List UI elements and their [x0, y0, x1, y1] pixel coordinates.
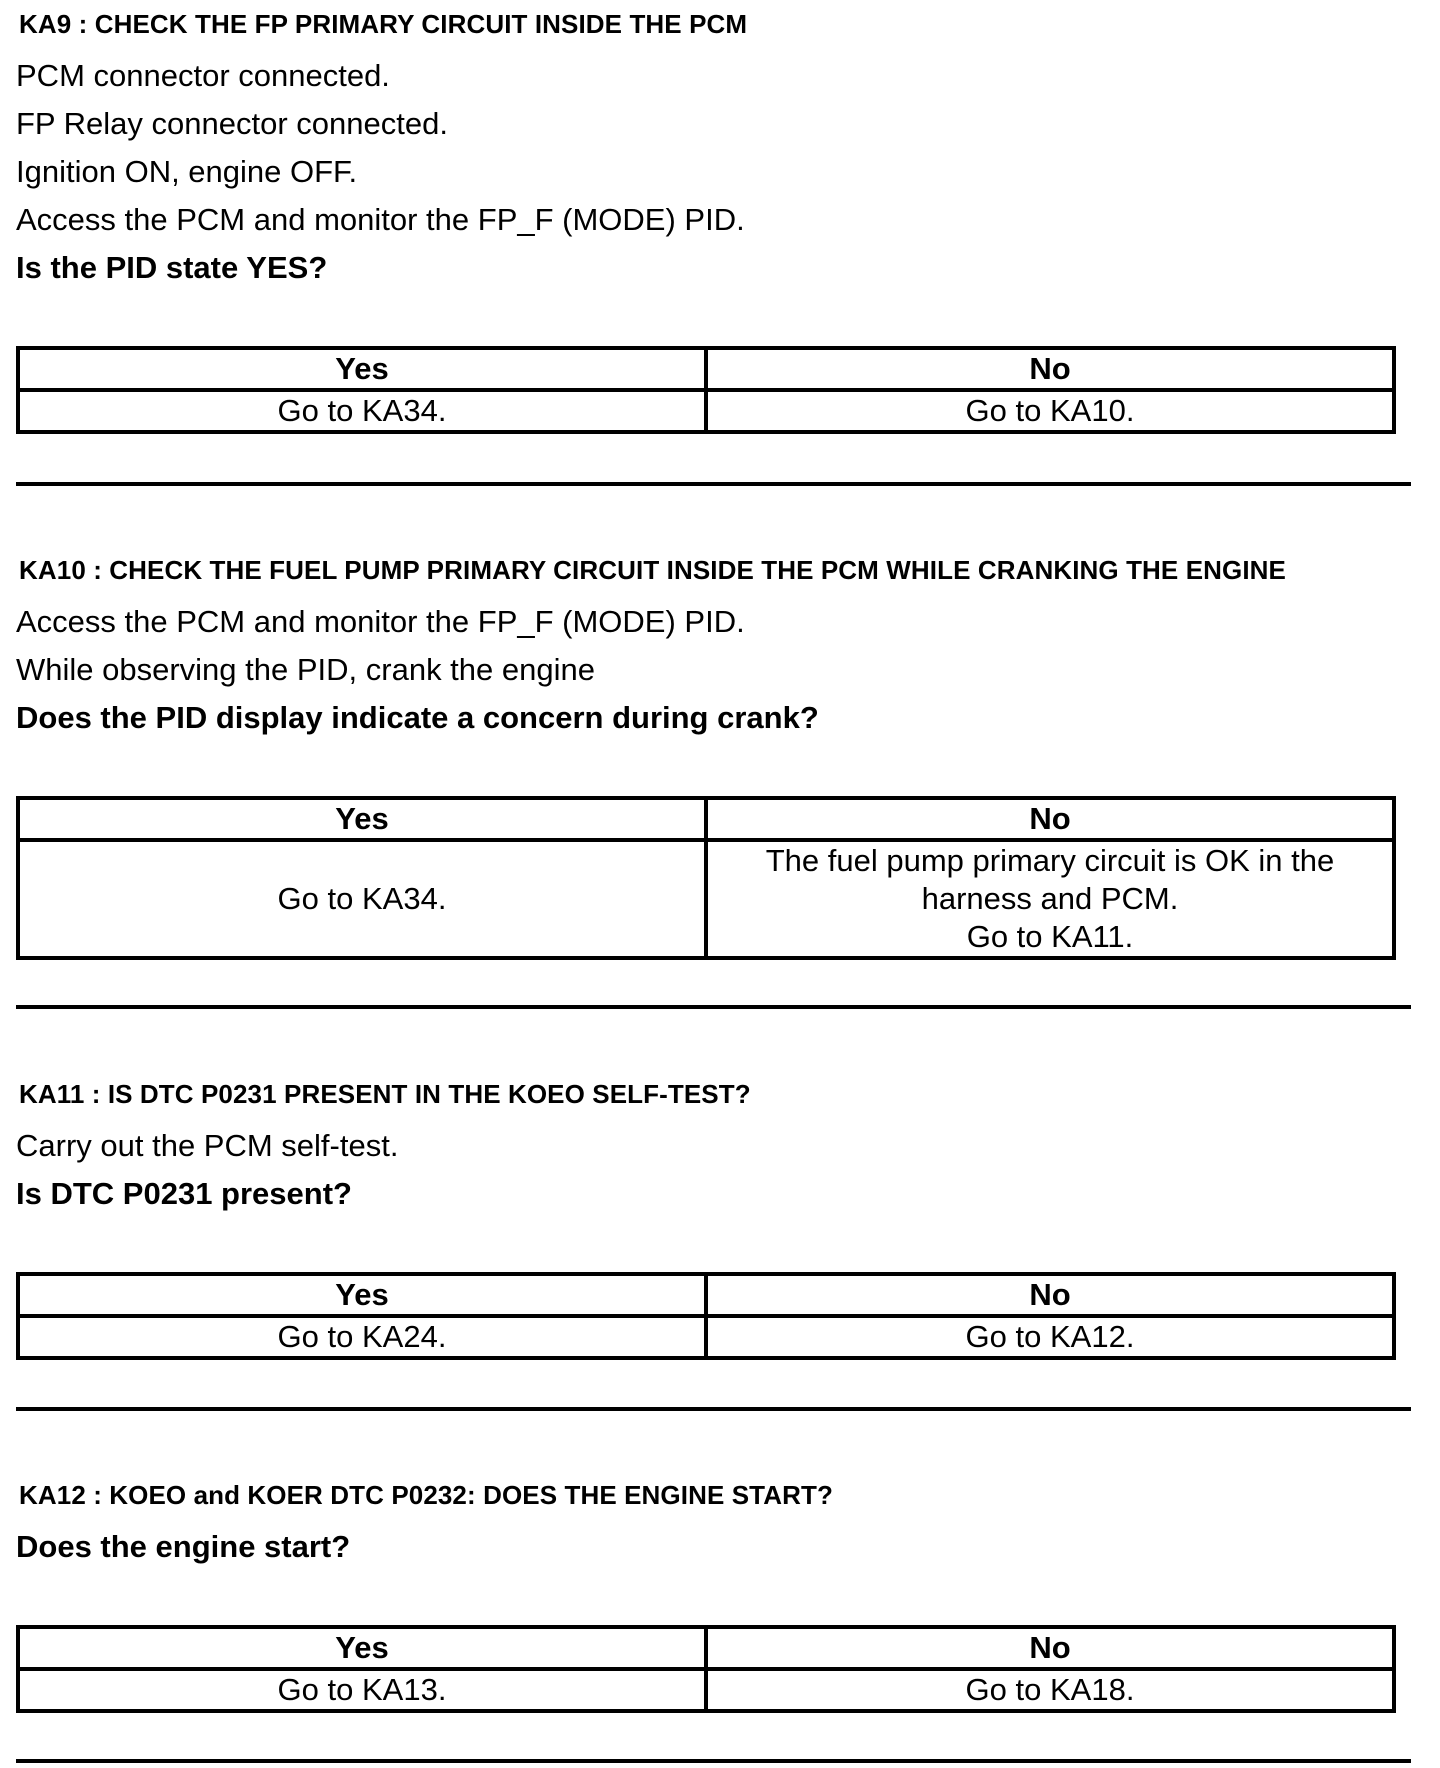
section-ka12: [16, 1479, 1411, 1571]
result-table: [16, 796, 1396, 960]
yes-header: Yes: [18, 348, 706, 390]
yes-result-cell: Go to KA24.: [18, 1316, 706, 1358]
section-ka9: [16, 8, 1411, 292]
section-divider: [16, 1759, 1411, 1763]
step-text: Ignition ON, engine OFF.: [16, 154, 358, 189]
step-text: Access the PCM and monitor the FP_F (MODE) PID.: [16, 202, 745, 237]
no-result-cell: Go to KA10.: [706, 390, 1394, 432]
question-text: Is the PID state YES?: [16, 250, 328, 285]
table-row: [18, 390, 1394, 432]
section-heading: KA10 : CHECK THE FUEL PUMP PRIMARY CIRCUIT INSIDE THE PCM WHILE CRANKING THE ENGINE: [19, 555, 1286, 585]
yes-result-cell: Go to KA13.: [18, 1669, 706, 1711]
yes-header: Yes: [18, 1274, 706, 1316]
table-row: [18, 840, 1394, 958]
question-text: Does the PID display indicate a concern during crank?: [16, 700, 819, 735]
section-ka11: [16, 1078, 1411, 1218]
no-header: No: [706, 1274, 1394, 1316]
yes-result-cell: Go to KA34.: [18, 840, 706, 958]
table-header-row: [18, 348, 1394, 390]
table-header-row: [18, 798, 1394, 840]
section-heading: KA9 : CHECK THE FP PRIMARY CIRCUIT INSIDE THE PCM: [19, 9, 748, 39]
section-ka10: [16, 554, 1411, 742]
question-text: Is DTC P0231 present?: [16, 1176, 352, 1211]
no-header: No: [706, 1627, 1394, 1669]
table-row: [18, 1669, 1394, 1711]
section-heading: KA12 : KOEO and KOER DTC P0232: DOES THE ENGINE START?: [19, 1480, 833, 1510]
yes-header: Yes: [18, 798, 706, 840]
section-divider: [16, 1005, 1411, 1009]
section-heading: KA11 : IS DTC P0231 PRESENT IN THE KOEO SELF-TEST?: [19, 1079, 751, 1109]
yes-result-cell: Go to KA34.: [18, 390, 706, 432]
no-header: No: [706, 348, 1394, 390]
step-text: FP Relay connector connected.: [16, 106, 448, 141]
section-divider: [16, 482, 1411, 486]
step-text: While observing the PID, crank the engine: [16, 652, 595, 687]
table-header-row: [18, 1274, 1394, 1316]
yes-header: Yes: [18, 1627, 706, 1669]
step-text: Carry out the PCM self-test.: [16, 1128, 399, 1163]
result-table: [16, 1272, 1396, 1360]
result-table: [16, 1625, 1396, 1713]
step-text: Access the PCM and monitor the FP_F (MODE) PID.: [16, 604, 745, 639]
section-divider: [16, 1407, 1411, 1411]
no-header: No: [706, 798, 1394, 840]
no-result-cell: Go to KA12.: [706, 1316, 1394, 1358]
table-header-row: [18, 1627, 1394, 1669]
table-row: [18, 1316, 1394, 1358]
no-result-cell: The fuel pump primary circuit is OK in the harness and PCM. Go to KA11.: [706, 840, 1394, 958]
no-result-cell: Go to KA18.: [706, 1669, 1394, 1711]
result-table: [16, 346, 1396, 434]
question-text: Does the engine start?: [16, 1529, 351, 1564]
step-text: PCM connector connected.: [16, 58, 390, 93]
